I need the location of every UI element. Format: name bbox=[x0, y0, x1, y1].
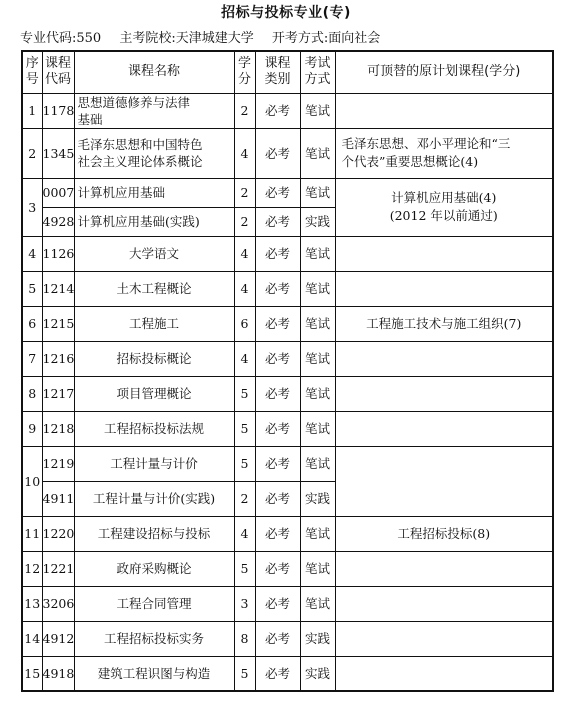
cell-replace bbox=[335, 411, 553, 446]
cell-type: 必考 bbox=[255, 128, 300, 178]
cell-credit: 3 bbox=[234, 586, 255, 621]
table-row bbox=[22, 516, 553, 551]
table-row bbox=[22, 376, 553, 411]
table-row bbox=[22, 551, 553, 586]
cell-code: 1215 bbox=[42, 306, 74, 341]
cell-exam: 笔试 bbox=[300, 236, 335, 271]
cell-replace: 工程施工技术与施工组织(7) bbox=[335, 306, 553, 341]
cell-credit: 5 bbox=[234, 446, 255, 481]
cell-no: 3 bbox=[22, 178, 42, 236]
cell-credit: 5 bbox=[234, 411, 255, 446]
cell-name: 大学语文 bbox=[74, 236, 234, 271]
cell-replace bbox=[335, 586, 553, 621]
col-header-name: 课程名称 bbox=[74, 51, 234, 93]
cell-code: 1214 bbox=[42, 271, 74, 306]
cell-credit: 4 bbox=[234, 516, 255, 551]
cell-type: 必考 bbox=[255, 341, 300, 376]
cell-no: 12 bbox=[22, 551, 42, 586]
cell-code: 0007 bbox=[42, 178, 74, 207]
cell-type: 必考 bbox=[255, 207, 300, 236]
cell-code: 1220 bbox=[42, 516, 74, 551]
cell-exam: 笔试 bbox=[300, 306, 335, 341]
cell-exam: 实践 bbox=[300, 656, 335, 691]
cell-code: 1221 bbox=[42, 551, 74, 586]
cell-name: 工程建设招标与投标 bbox=[74, 516, 234, 551]
exam-mode: 开考方式:面向社会 bbox=[271, 31, 381, 46]
page-title: 招标与投标专业(专) bbox=[221, 5, 351, 21]
cell-no: 9 bbox=[22, 411, 42, 446]
cell-name: 工程计量与计价(实践) bbox=[74, 481, 234, 516]
cell-no: 4 bbox=[22, 236, 42, 271]
cell-no: 6 bbox=[22, 306, 42, 341]
cell-name: 工程招标投标实务 bbox=[74, 621, 234, 656]
cell-code: 1219 bbox=[42, 446, 74, 481]
cell-replace bbox=[335, 376, 553, 411]
cell-replace bbox=[335, 236, 553, 271]
cell-type: 必考 bbox=[255, 586, 300, 621]
col-header-exam: 考试 方式 bbox=[300, 51, 335, 93]
cell-replace: 毛泽东思想、邓小平理论和“三 个代表”重要思想概论(4) bbox=[335, 128, 553, 178]
cell-code: 4912 bbox=[42, 621, 74, 656]
table-row bbox=[22, 271, 553, 306]
cell-name: 计算机应用基础(实践) bbox=[74, 207, 234, 236]
table-row bbox=[22, 306, 553, 341]
cell-name: 思想道德修养与法律 基础 bbox=[74, 93, 234, 128]
cell-exam: 笔试 bbox=[300, 271, 335, 306]
cell-credit: 5 bbox=[234, 376, 255, 411]
exam-school: 主考院校:天津城建大学 bbox=[119, 31, 254, 46]
cell-exam: 笔试 bbox=[300, 446, 335, 481]
cell-code: 4911 bbox=[42, 481, 74, 516]
cell-replace bbox=[335, 621, 553, 656]
cell-exam: 笔试 bbox=[300, 93, 335, 128]
cell-code: 1216 bbox=[42, 341, 74, 376]
cell-no: 5 bbox=[22, 271, 42, 306]
cell-credit: 5 bbox=[234, 656, 255, 691]
cell-credit: 8 bbox=[234, 621, 255, 656]
cell-exam: 实践 bbox=[300, 207, 335, 236]
cell-credit: 2 bbox=[234, 93, 255, 128]
cell-replace bbox=[335, 93, 553, 128]
cell-credit: 4 bbox=[234, 128, 255, 178]
cell-no: 8 bbox=[22, 376, 42, 411]
cell-type: 必考 bbox=[255, 306, 300, 341]
table-row bbox=[22, 621, 553, 656]
cell-code: 3206 bbox=[42, 586, 74, 621]
cell-exam: 笔试 bbox=[300, 128, 335, 178]
cell-code: 1218 bbox=[42, 411, 74, 446]
table-row bbox=[22, 411, 553, 446]
cell-type: 必考 bbox=[255, 516, 300, 551]
col-header-no: 序 号 bbox=[22, 51, 42, 93]
cell-no: 7 bbox=[22, 341, 42, 376]
col-header-code: 课程 代码 bbox=[42, 51, 74, 93]
table-row bbox=[22, 128, 553, 178]
cell-code: 1217 bbox=[42, 376, 74, 411]
cell-exam: 笔试 bbox=[300, 551, 335, 586]
cell-code: 1178 bbox=[42, 93, 74, 128]
cell-no: 14 bbox=[22, 621, 42, 656]
cell-name: 毛泽东思想和中国特色 社会主义理论体系概论 bbox=[74, 128, 234, 178]
cell-name: 工程合同管理 bbox=[74, 586, 234, 621]
cell-name: 土木工程概论 bbox=[74, 271, 234, 306]
cell-credit: 2 bbox=[234, 207, 255, 236]
cell-name: 招标投标概论 bbox=[74, 341, 234, 376]
cell-exam: 实践 bbox=[300, 621, 335, 656]
cell-name: 计算机应用基础 bbox=[74, 178, 234, 207]
cell-type: 必考 bbox=[255, 93, 300, 128]
cell-name: 工程招标投标法规 bbox=[74, 411, 234, 446]
col-header-type: 课程 类别 bbox=[255, 51, 300, 93]
cell-credit: 4 bbox=[234, 236, 255, 271]
cell-type: 必考 bbox=[255, 271, 300, 306]
cell-exam: 笔试 bbox=[300, 376, 335, 411]
cell-no: 2 bbox=[22, 128, 42, 178]
cell-name: 项目管理概论 bbox=[74, 376, 234, 411]
cell-type: 必考 bbox=[255, 621, 300, 656]
cell-name: 工程施工 bbox=[74, 306, 234, 341]
cell-credit: 2 bbox=[234, 178, 255, 207]
cell-type: 必考 bbox=[255, 656, 300, 691]
cell-credit: 4 bbox=[234, 341, 255, 376]
cell-type: 必考 bbox=[255, 481, 300, 516]
col-header-replace: 可顶替的原计划课程(学分) bbox=[335, 51, 553, 93]
cell-credit: 2 bbox=[234, 481, 255, 516]
table-row bbox=[22, 341, 553, 376]
cell-type: 必考 bbox=[255, 551, 300, 586]
cell-replace bbox=[335, 656, 553, 691]
cell-code: 4918 bbox=[42, 656, 74, 691]
cell-replace bbox=[335, 341, 553, 376]
cell-name: 政府采购概论 bbox=[74, 551, 234, 586]
cell-replace: 工程招标投标(8) bbox=[335, 516, 553, 551]
cell-code: 1345 bbox=[42, 128, 74, 178]
table-row bbox=[22, 236, 553, 271]
course-table bbox=[21, 50, 554, 692]
cell-exam: 笔试 bbox=[300, 341, 335, 376]
cell-no: 1 bbox=[22, 93, 42, 128]
header-row bbox=[22, 51, 553, 93]
cell-credit: 5 bbox=[234, 551, 255, 586]
cell-name: 建筑工程识图与构造 bbox=[74, 656, 234, 691]
cell-replace: 计算机应用基础(4) (2012 年以前通过) bbox=[335, 178, 553, 236]
cell-credit: 6 bbox=[234, 306, 255, 341]
table-row bbox=[22, 93, 553, 128]
cell-replace bbox=[335, 551, 553, 586]
cell-name: 工程计量与计价 bbox=[74, 446, 234, 481]
cell-type: 必考 bbox=[255, 236, 300, 271]
cell-code: 4928 bbox=[42, 207, 74, 236]
cell-exam: 笔试 bbox=[300, 516, 335, 551]
cell-type: 必考 bbox=[255, 376, 300, 411]
cell-no: 13 bbox=[22, 586, 42, 621]
table-row bbox=[22, 446, 553, 481]
table-row bbox=[22, 656, 553, 691]
cell-type: 必考 bbox=[255, 446, 300, 481]
cell-exam: 笔试 bbox=[300, 178, 335, 207]
cell-replace bbox=[335, 271, 553, 306]
col-header-credit: 学 分 bbox=[234, 51, 255, 93]
table-row bbox=[22, 178, 553, 207]
cell-no: 11 bbox=[22, 516, 42, 551]
cell-exam: 笔试 bbox=[300, 586, 335, 621]
cell-no: 15 bbox=[22, 656, 42, 691]
cell-replace bbox=[335, 446, 553, 516]
cell-exam: 实践 bbox=[300, 481, 335, 516]
major-code: 专业代码:550 bbox=[20, 31, 102, 46]
cell-type: 必考 bbox=[255, 178, 300, 207]
cell-credit: 4 bbox=[234, 271, 255, 306]
cell-no: 10 bbox=[22, 446, 42, 516]
cell-exam: 笔试 bbox=[300, 411, 335, 446]
cell-type: 必考 bbox=[255, 411, 300, 446]
table-row bbox=[22, 586, 553, 621]
cell-code: 1126 bbox=[42, 236, 74, 271]
major-meta bbox=[20, 27, 394, 46]
